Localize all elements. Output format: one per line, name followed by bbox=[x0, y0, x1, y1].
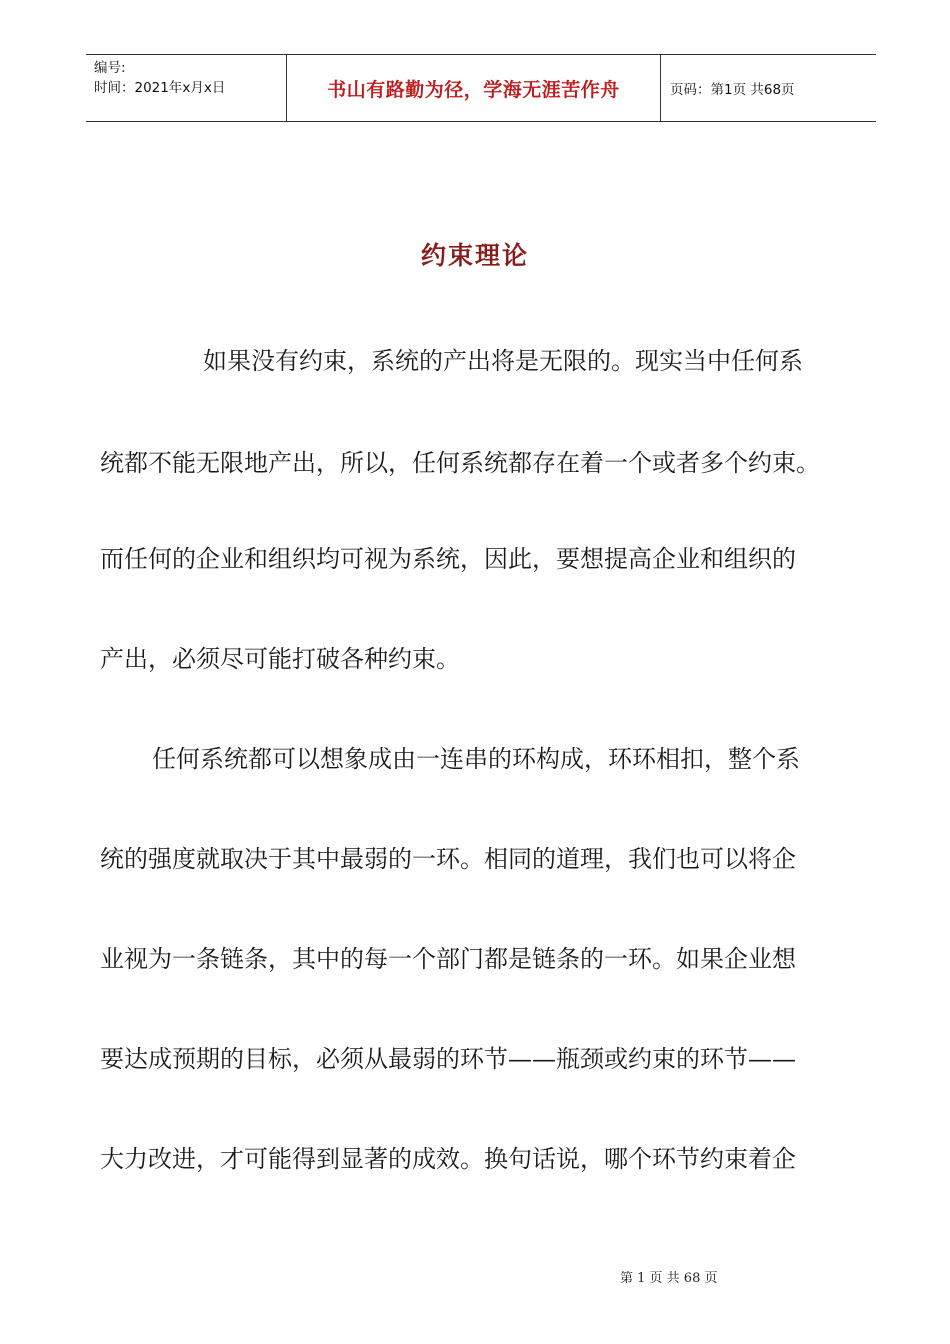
page-footer: 第 1 页 共 68 页 bbox=[620, 1271, 718, 1286]
document-title: 约束理论 bbox=[420, 241, 529, 270]
paragraph-line: 要达成预期的目标，必须从最弱的环节——瓶颈或约束的环节—— bbox=[100, 1045, 796, 1073]
paragraph-line: 业视为一条链条，其中的每一个部门都是链条的一环。如果企业想 bbox=[100, 945, 796, 973]
paragraph-line: 统的强度就取决于其中最弱的一环。相同的道理，我们也可以将企 bbox=[100, 845, 796, 873]
page-header bbox=[86, 54, 876, 122]
header-page-label: 页码：第1页 共68页 bbox=[670, 82, 795, 98]
paragraph-line: 如果没有约束，系统的产出将是无限的。现实当中任何系 bbox=[203, 347, 803, 375]
paragraph-line: 任何系统都可以想象成由一连串的环构成，环环相扣，整个系 bbox=[152, 745, 800, 773]
number-label: 编号: bbox=[94, 60, 126, 76]
paragraph-line: 统都不能无限地产出，所以，任何系统都存在着一个或者多个约束。 bbox=[100, 449, 820, 477]
paragraph-line: 产出，必须尽可能打破各种约束。 bbox=[100, 645, 460, 673]
header-meta bbox=[86, 55, 287, 121]
paragraph-line: 大力改进，才可能得到显著的成效。换句话说，哪个环节约束着企 bbox=[100, 1145, 796, 1173]
time-label: 时间：2021年x月x日 bbox=[94, 80, 226, 96]
header-motto: 书山有路勤为径，学海无涯苦作舟 bbox=[287, 55, 661, 121]
paragraph-line: 而任何的企业和组织均可视为系统，因此，要想提高企业和组织的 bbox=[100, 545, 796, 573]
